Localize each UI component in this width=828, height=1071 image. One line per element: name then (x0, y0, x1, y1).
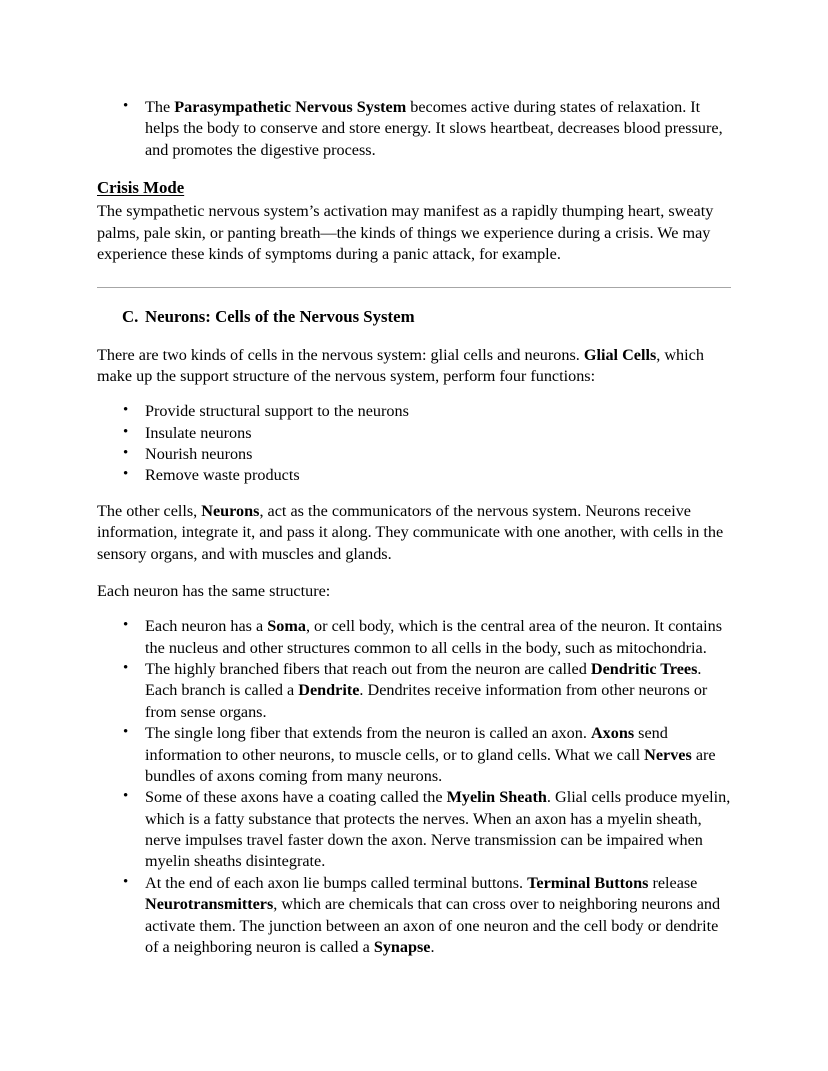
list-item (97, 97, 731, 161)
spacer (97, 565, 731, 581)
list-item-text: . (430, 937, 435, 956)
list-item (97, 444, 731, 465)
bold-term: Neurotransmitters (145, 895, 274, 914)
bold-term: Dendrite (298, 681, 360, 700)
list-item (97, 401, 731, 422)
list-item (97, 465, 731, 486)
text-column (97, 97, 731, 958)
crisis-mode-heading: Crisis Mode (97, 178, 185, 198)
list-item-text: Nourish neurons (145, 445, 253, 464)
list-item-text: . Dendrites receive information from other neurons or from sense organs. (145, 681, 708, 721)
term-neurons: Neurons (201, 501, 260, 520)
bold-term: Axons (590, 724, 635, 743)
list-item-text: The single long fiber that extends from the neuron is called an axon. (145, 724, 591, 743)
list-item-text: . Each branch is called a (145, 660, 702, 700)
bullet-rest-text: becomes active during states of relaxation. It helps the body to conserve and store energy. It slows heartbeat, decreases blood pressure, and promotes the digestive process. (145, 98, 723, 159)
spacer (97, 387, 731, 401)
term-parasympathetic-nervous-system: Parasympathetic Nervous System (174, 98, 407, 116)
heading-letter-marker: C. (122, 307, 139, 327)
list-item-text: Insulate neurons (145, 423, 252, 442)
term-glial-cells: Glial Cells (583, 345, 657, 364)
list-item-text: , which are chemicals that can cross over to neighboring neurons and activate them. The junction between an axon of one neuron and the cell body or dendrite of a neighboring neuron is called a (145, 895, 721, 956)
neurons-paragraph (97, 501, 731, 565)
list-item-text: release (648, 873, 698, 892)
list-item (97, 723, 731, 787)
bold-term: Dendritic Trees (590, 660, 698, 679)
spacer (97, 487, 731, 501)
list-item-text: are bundles of axons coming from many neurons. (145, 745, 716, 785)
glial-cells-intro-paragraph (97, 345, 731, 388)
parasympathetic-list (97, 97, 731, 161)
list-item (97, 873, 731, 959)
list-item (97, 659, 731, 723)
list-item-text: At the end of each axon lie bumps called terminal buttons. (145, 873, 528, 892)
heading-title: Neurons: Cells of the Nervous System (145, 307, 415, 327)
list-item (97, 423, 731, 444)
spacer (97, 161, 731, 177)
list-item (97, 616, 731, 659)
bold-term: Terminal Buttons (527, 873, 649, 892)
list-item-text: Remove waste products (145, 466, 300, 485)
bold-term: Myelin Sheath (446, 788, 547, 807)
structure-intro-paragraph: Each neuron has the same structure: (97, 581, 331, 600)
neuron-structure-list (97, 616, 731, 958)
neurons-part2: , act as the communicators of the nervous system. Neurons receive information, integrate it, and pass it along. They communicate with one another, with cells in the sensory organs, and with muscles and glands. (97, 501, 724, 563)
list-item-text: . Glial cells produce myelin, which is a fatty substance that protects the nerves. When an axon has a myelin sheath, nerve impulses travel faster down the axon. Nerve transmission can be impaired when myelin sheaths disintegrate. (145, 788, 731, 871)
list-item-text: Some of these axons have a coating called the (145, 788, 447, 807)
crisis-mode-paragraph: The sympathetic nervous system’s activation may manifest as a rapidly thumping heart, sweaty palms, pale skin, or panting breath—the kinds of things we experience during a crisis. We may experience these kinds of symptoms during a panic attack, for example. (97, 202, 714, 264)
list-item-text: The highly branched fibers that reach out from the neuron are called (145, 660, 591, 679)
neurons-section-heading (97, 306, 731, 328)
bold-term: Synapse (373, 937, 431, 956)
spacer (97, 602, 731, 616)
glial-functions-list (97, 401, 731, 487)
list-item-text: , or cell body, which is the central area of the neuron. It contains the nucleus and other structures common to all cells in the body, such as mitochondria. (145, 617, 723, 657)
neurons-part1: The other cells, (97, 501, 202, 520)
list-item-text: Provide structural support to the neurons (145, 402, 409, 421)
glial-intro-part1: There are two kinds of cells in the nervous system: glial cells and neurons. (97, 345, 584, 364)
list-item-text: send information to other neurons, to muscle cells, or to gland cells. What we call (145, 724, 668, 764)
bold-term: Nerves (644, 745, 692, 764)
section-divider (97, 287, 731, 288)
bullet-lead-text: The (145, 98, 175, 116)
bold-term: Soma (267, 617, 306, 636)
glial-intro-part2: , which make up the support structure of the nervous system, perform four functions: (97, 345, 704, 385)
list-item-text: Each neuron has a (145, 617, 268, 636)
list-item (97, 787, 731, 873)
